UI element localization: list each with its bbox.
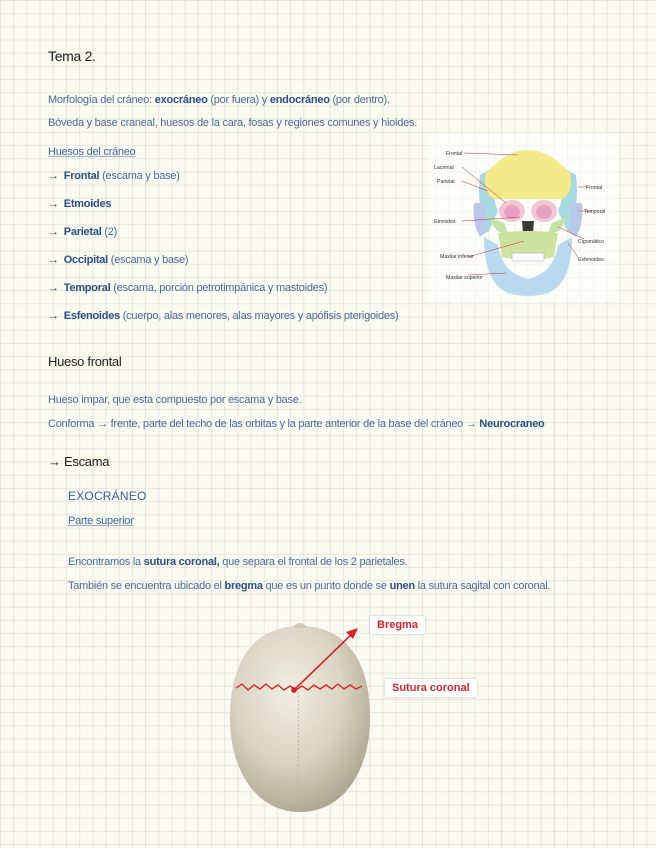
skull-label-parietal: Parietal	[437, 179, 455, 185]
skull-label-lacrimal: Lacrimal	[434, 165, 454, 171]
skull-label-cigomatico: Cigomático	[578, 239, 604, 245]
intro-text: (por fuera) y	[207, 94, 270, 106]
arrow-icon: →	[48, 310, 59, 322]
bone-item-esfenoides	[48, 310, 398, 322]
neurocraneo-term: Neurocraneo	[479, 418, 545, 430]
skull-top-shape	[230, 626, 370, 812]
skull-label-frontal: Frontal	[446, 151, 463, 157]
bone-detail: (escama, porción petrotimpánica y mastoides)	[110, 282, 328, 294]
arrow-icon: →	[48, 282, 59, 294]
frontal-line-2	[48, 418, 545, 430]
bone-detail: (escama y base)	[107, 254, 189, 266]
bone-name: Temporal	[63, 282, 111, 294]
frontal-heading: Hueso frontal	[48, 354, 122, 369]
orbit-left-inner	[504, 205, 520, 219]
arrow-icon: →	[48, 170, 59, 182]
bone-detail: (escama y base)	[99, 170, 180, 182]
intro-line-1	[48, 94, 390, 106]
bone-name: Parietal	[63, 226, 102, 238]
frontal-line-1: Hueso impar, que esta compuesto por escama y base.	[48, 394, 302, 406]
endocraneo-term: endocráneo	[269, 94, 330, 106]
frontal-text: Conforma → frente, parte del techo de las orbitas y la parte anterior de la base del cráneo →	[48, 418, 480, 430]
parte-superior-subheading: Parte superior	[68, 515, 134, 527]
skull-label-etmoides: Etmoides	[434, 219, 456, 225]
bregma-term: bregma	[224, 580, 263, 592]
arrow-icon: →	[48, 226, 59, 238]
intro-text: Morfología del cráneo:	[48, 94, 155, 106]
sutura-coronal-term: sutura coronal,	[143, 556, 220, 568]
bregma-label: Bregma	[370, 616, 425, 634]
orbit-right-inner	[536, 205, 552, 219]
bone-item-parietal	[48, 226, 117, 238]
arrow-icon: →	[48, 254, 59, 266]
exocraneo-title: EXOCRÁNEO	[68, 489, 147, 503]
escama-text: Encontramos la	[68, 556, 144, 568]
escama-text: la sutura sagital con coronal.	[414, 580, 551, 592]
unen-term: unen	[389, 580, 415, 592]
escama-text: que separa el frontal de los 2 parietales.	[219, 556, 408, 568]
bone-name: Frontal	[63, 170, 100, 182]
arrow-icon: →	[48, 198, 59, 210]
escama-text: También se encuentra ubicado el	[68, 580, 225, 592]
skull-label-temporal: Temporal	[584, 209, 606, 215]
page-title: Tema 2.	[48, 48, 96, 64]
bone-name: Esfenoides	[63, 310, 120, 322]
escama-paragraph-2	[68, 580, 550, 592]
bone-item-occipital	[48, 254, 188, 266]
bone-item-frontal	[48, 170, 180, 182]
nasal-bump-shape	[292, 623, 308, 628]
escama-text: que es un punto donde se	[262, 580, 390, 592]
sutura-coronal-label: Sutura coronal	[385, 679, 477, 697]
skull-label-esfenoides: Esfenoides	[578, 257, 604, 263]
intro-text: (por dentro).	[329, 94, 390, 106]
teeth-shape	[512, 253, 544, 261]
escama-heading: → Escama	[48, 454, 110, 469]
bone-detail: (2)	[101, 226, 117, 238]
exocraneo-term: exocráneo	[154, 94, 208, 106]
skull-label-maxilar-superior: Maxilar superior	[446, 275, 483, 281]
escama-paragraph-1	[68, 556, 407, 568]
skull-anterior-diagram	[428, 133, 618, 301]
skull-label-frontal-right: Frontal	[586, 185, 603, 191]
bone-name: Occipital	[63, 254, 108, 266]
skull-label-maxilar-inferior: Maxilar inferior	[440, 254, 475, 260]
bones-heading: Huesos del cráneo	[48, 146, 136, 158]
bone-detail: (cuerpo, alas menores, alas mayores y apófisis pterigoides)	[119, 310, 399, 322]
skull-superior-figure	[220, 610, 380, 820]
bone-name: Etmoides	[63, 198, 112, 210]
bone-item-etmoides	[48, 198, 111, 210]
intro-line-2: Bóveda y base craneal, huesos de la cara, fosas y regiones comunes y hioides.	[48, 117, 418, 129]
bone-item-temporal	[48, 282, 327, 294]
